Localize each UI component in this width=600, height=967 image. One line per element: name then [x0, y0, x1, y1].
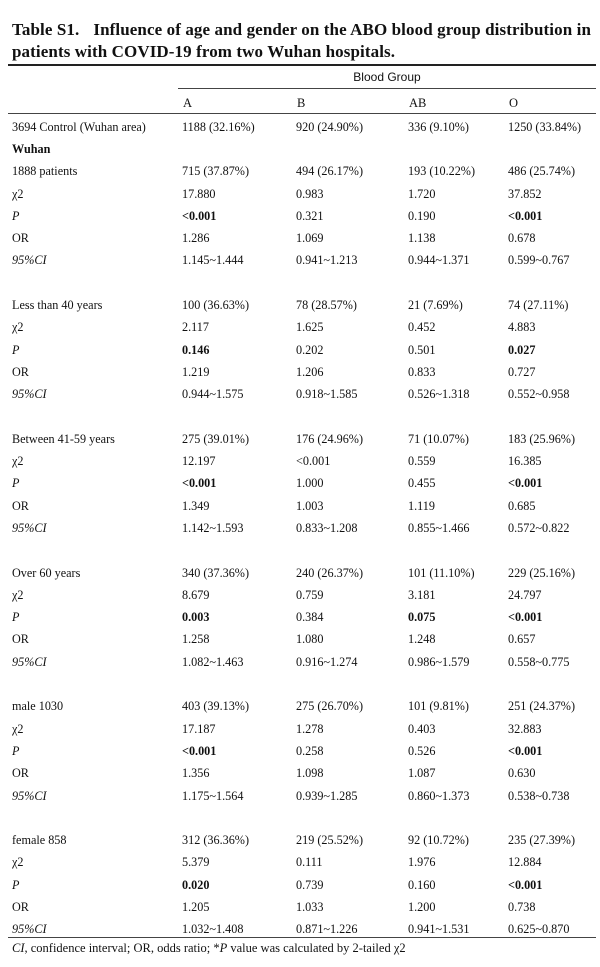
chi2-cell: 16.385 [508, 454, 542, 469]
counts-cell: 78 (28.57%) [296, 298, 357, 313]
ci-cell: 1.145~1.444 [182, 253, 244, 268]
region-label: Wuhan [12, 141, 51, 156]
or-cell: 1.069 [296, 231, 324, 246]
table-row [8, 428, 600, 450]
chi2-cell: 8.679 [182, 587, 210, 602]
chi2-label: χ2 [12, 721, 24, 736]
ci-cell: 0.918~1.585 [296, 387, 358, 402]
footnote-ci-abbr: CI [12, 941, 25, 955]
table-row [8, 384, 600, 406]
chi2-cell: 37.852 [508, 186, 542, 201]
p-cell: 0.384 [296, 610, 324, 625]
table-row [8, 294, 600, 316]
chi2-cell: 1.278 [296, 721, 324, 736]
or-label: OR [12, 498, 29, 513]
group-label: 1888 patients [12, 164, 78, 179]
chi2-cell: <0.001 [296, 454, 331, 469]
data-table [8, 116, 600, 941]
group-label: female 858 [12, 833, 67, 848]
chi2-cell: 2.117 [182, 320, 209, 335]
or-cell: 1.219 [182, 364, 210, 379]
p-label: P [12, 208, 20, 223]
table-row [8, 450, 600, 472]
p-cell: <0.001 [508, 208, 543, 223]
spacer-row [8, 807, 600, 829]
ci-cell: 1.032~1.408 [182, 922, 244, 937]
chi2-cell: 0.111 [296, 855, 323, 870]
chi2-label: χ2 [12, 454, 24, 469]
p-cell: <0.001 [508, 743, 543, 758]
ci-cell: 0.916~1.274 [296, 654, 358, 669]
p-cell: 0.146 [182, 342, 210, 357]
spacer-row [8, 540, 600, 562]
p-cell: <0.001 [182, 208, 217, 223]
or-label: OR [12, 900, 29, 915]
counts-cell: 176 (24.96%) [296, 431, 364, 446]
table-row [8, 473, 600, 495]
or-cell: 1.003 [296, 498, 324, 513]
ci-cell: 0.986~1.579 [408, 654, 470, 669]
or-cell: 0.678 [508, 231, 536, 246]
table-row [8, 763, 600, 785]
p-cell: <0.001 [182, 743, 217, 758]
spacer-row [8, 406, 600, 428]
or-cell: 0.630 [508, 766, 536, 781]
p-cell: 0.075 [408, 610, 436, 625]
column-header-ab: AB [409, 96, 427, 110]
table-row [8, 361, 600, 383]
p-cell: 0.190 [408, 208, 436, 223]
table-row [8, 317, 600, 339]
table-row [8, 896, 600, 918]
counts-cell: 240 (26.37%) [296, 565, 364, 580]
spacer-row [8, 673, 600, 695]
group-underline [178, 88, 596, 89]
counts-cell: 21 (7.69%) [408, 298, 463, 313]
ci-cell: 1.175~1.564 [182, 788, 244, 803]
counts-cell: 101 (9.81%) [408, 699, 469, 714]
or-cell: 1.206 [296, 364, 324, 379]
table-row [8, 718, 600, 740]
or-cell: 1.138 [408, 231, 436, 246]
ci-cell: 0.860~1.373 [408, 788, 470, 803]
or-label: OR [12, 364, 29, 379]
table-caption: Influence of age and gender on the ABO blood group distribution in patients with COVID-19 from two Wuhan hospitals. [12, 20, 592, 61]
or-cell: 0.833 [408, 364, 436, 379]
ci-cell: 0.526~1.318 [408, 387, 470, 402]
p-cell: 0.526 [408, 743, 436, 758]
chi2-label: χ2 [12, 587, 24, 602]
or-cell: 1.286 [182, 231, 210, 246]
table-row [8, 495, 600, 517]
p-cell: 0.003 [182, 610, 210, 625]
ci-cell: 0.941~1.531 [408, 922, 470, 937]
footnote-ci-text: , confidence interval; OR, odds ratio; * [24, 941, 220, 955]
p-cell: <0.001 [508, 877, 543, 892]
counts-cell: 229 (25.16%) [508, 565, 576, 580]
ci-cell: 0.944~1.575 [182, 387, 244, 402]
or-label: OR [12, 231, 29, 246]
p-cell: 0.739 [296, 877, 324, 892]
ci-cell: 0.538~0.738 [508, 788, 570, 803]
or-cell: 1.349 [182, 498, 210, 513]
spacer-row [8, 272, 600, 294]
p-cell: 0.020 [182, 877, 210, 892]
chi2-cell: 0.983 [296, 186, 324, 201]
table-row [8, 629, 600, 651]
group-label: Less than 40 years [12, 298, 103, 313]
chi2-cell: 0.559 [408, 454, 436, 469]
ci-cell: 0.833~1.208 [296, 520, 358, 535]
footnote-p-text: value was calculated by 2-tailed χ2 [227, 941, 406, 955]
counts-cell: 219 (25.52%) [296, 833, 364, 848]
chi2-label: χ2 [12, 855, 24, 870]
ci-label: 95%CI [12, 520, 47, 535]
cell: 1188 (32.16%) [182, 119, 255, 134]
or-label: OR [12, 632, 29, 647]
or-cell: 1.200 [408, 900, 436, 915]
top-rule [8, 64, 596, 66]
row-label: 3694 Control (Wuhan area) [12, 119, 146, 134]
chi2-cell: 32.883 [508, 721, 542, 736]
chi2-label: χ2 [12, 320, 24, 335]
counts-cell: 715 (37.87%) [182, 164, 250, 179]
table-row [8, 161, 600, 183]
counts-cell: 100 (36.63%) [182, 298, 250, 313]
counts-cell: 312 (36.36%) [182, 833, 250, 848]
ci-cell: 0.558~0.775 [508, 654, 570, 669]
ci-cell: 0.552~0.958 [508, 387, 570, 402]
or-cell: 1.098 [296, 766, 324, 781]
chi2-cell: 4.883 [508, 320, 536, 335]
table-title [12, 19, 592, 63]
table-row [8, 250, 600, 272]
table-row [8, 138, 600, 160]
ci-label: 95%CI [12, 788, 47, 803]
ci-label: 95%CI [12, 387, 47, 402]
or-cell: 0.657 [508, 632, 536, 647]
or-cell: 1.205 [182, 900, 210, 915]
ci-cell: 0.599~0.767 [508, 253, 570, 268]
chi2-cell: 17.880 [182, 186, 216, 201]
p-cell: 1.000 [296, 476, 324, 491]
counts-cell: 403 (39.13%) [182, 699, 250, 714]
counts-cell: 101 (11.10%) [408, 565, 475, 580]
table-row [8, 852, 600, 874]
p-cell: <0.001 [182, 476, 217, 491]
p-label: P [12, 610, 20, 625]
counts-cell: 494 (26.17%) [296, 164, 364, 179]
chi2-cell: 12.884 [508, 855, 542, 870]
table-row [8, 785, 600, 807]
chi2-cell: 1.976 [408, 855, 436, 870]
table-row [8, 227, 600, 249]
bottom-rule [8, 937, 596, 938]
table-row [8, 607, 600, 629]
or-cell: 0.685 [508, 498, 536, 513]
or-cell: 1.033 [296, 900, 324, 915]
p-cell: 0.321 [296, 208, 324, 223]
ci-label: 95%CI [12, 654, 47, 669]
chi2-cell: 17.187 [182, 721, 216, 736]
or-cell: 0.738 [508, 900, 536, 915]
counts-cell: 183 (25.96%) [508, 431, 576, 446]
p-cell: 0.258 [296, 743, 324, 758]
counts-cell: 486 (25.74%) [508, 164, 576, 179]
counts-cell: 251 (24.37%) [508, 699, 576, 714]
column-header-a: A [183, 96, 193, 110]
chi2-cell: 24.797 [508, 587, 542, 602]
table-row [8, 830, 600, 852]
table-row [8, 339, 600, 361]
counts-cell: 235 (27.39%) [508, 833, 576, 848]
ci-cell: 1.082~1.463 [182, 654, 244, 669]
p-cell: <0.001 [508, 610, 543, 625]
table-row [8, 696, 600, 718]
cell: 336 (9.10%) [408, 119, 469, 134]
cell: 1250 (33.84%) [508, 119, 582, 134]
or-cell: 0.727 [508, 364, 536, 379]
p-label: P [12, 743, 20, 758]
ci-cell: 0.939~1.285 [296, 788, 358, 803]
p-label: P [12, 342, 20, 357]
counts-cell: 275 (39.01%) [182, 431, 250, 446]
ci-cell: 0.572~0.822 [508, 520, 570, 535]
p-cell: 0.160 [408, 877, 436, 892]
header-rule [8, 113, 596, 114]
or-cell: 1.356 [182, 766, 210, 781]
footnote-p-abbr: P [219, 941, 228, 955]
ci-cell: 1.142~1.593 [182, 520, 244, 535]
ci-label: 95%CI [12, 922, 47, 937]
table-row [8, 874, 600, 896]
counts-cell: 92 (10.72%) [408, 833, 469, 848]
cell: 920 (24.90%) [296, 119, 364, 134]
column-header-o: O [509, 96, 519, 110]
table-row [8, 584, 600, 606]
or-cell: 1.258 [182, 632, 210, 647]
table-row [8, 205, 600, 227]
or-cell: 1.119 [408, 498, 435, 513]
p-cell: 0.455 [408, 476, 436, 491]
column-header-b: B [297, 96, 306, 110]
footnote [12, 941, 406, 956]
p-cell: 0.501 [408, 342, 436, 357]
group-label: Between 41-59 years [12, 431, 115, 446]
table-row [8, 651, 600, 673]
p-label: P [12, 877, 20, 892]
p-label: P [12, 476, 20, 491]
chi2-cell: 5.379 [182, 855, 210, 870]
p-cell: 0.027 [508, 342, 536, 357]
or-cell: 1.080 [296, 632, 324, 647]
or-cell: 1.087 [408, 766, 436, 781]
table-label: Table S1. [12, 20, 80, 39]
or-label: OR [12, 766, 29, 781]
chi2-cell: 0.403 [408, 721, 436, 736]
chi2-cell: 3.181 [408, 587, 436, 602]
blood-group-header: Blood Group [353, 70, 421, 84]
ci-cell: 0.625~0.870 [508, 922, 570, 937]
ci-label: 95%CI [12, 253, 47, 268]
p-cell: 0.202 [296, 342, 324, 357]
chi2-cell: 0.452 [408, 320, 436, 335]
counts-cell: 71 (10.07%) [408, 431, 469, 446]
ci-cell: 0.941~1.213 [296, 253, 358, 268]
p-cell: <0.001 [508, 476, 543, 491]
chi2-cell: 1.720 [408, 186, 436, 201]
chi2-cell: 1.625 [296, 320, 324, 335]
chi2-label: χ2 [12, 186, 24, 201]
ci-cell: 0.944~1.371 [408, 253, 470, 268]
chi2-cell: 12.197 [182, 454, 216, 469]
table-row [8, 740, 600, 762]
group-label: Over 60 years [12, 565, 81, 580]
ci-cell: 0.871~1.226 [296, 922, 358, 937]
counts-cell: 193 (10.22%) [408, 164, 476, 179]
ci-cell: 0.855~1.466 [408, 520, 470, 535]
table-row [8, 517, 600, 539]
table-row [8, 183, 600, 205]
counts-cell: 74 (27.11%) [508, 298, 569, 313]
counts-cell: 340 (37.36%) [182, 565, 250, 580]
table-row [8, 562, 600, 584]
table-row [8, 116, 600, 138]
group-label: male 1030 [12, 699, 64, 714]
or-cell: 1.248 [408, 632, 436, 647]
chi2-cell: 0.759 [296, 587, 324, 602]
counts-cell: 275 (26.70%) [296, 699, 364, 714]
